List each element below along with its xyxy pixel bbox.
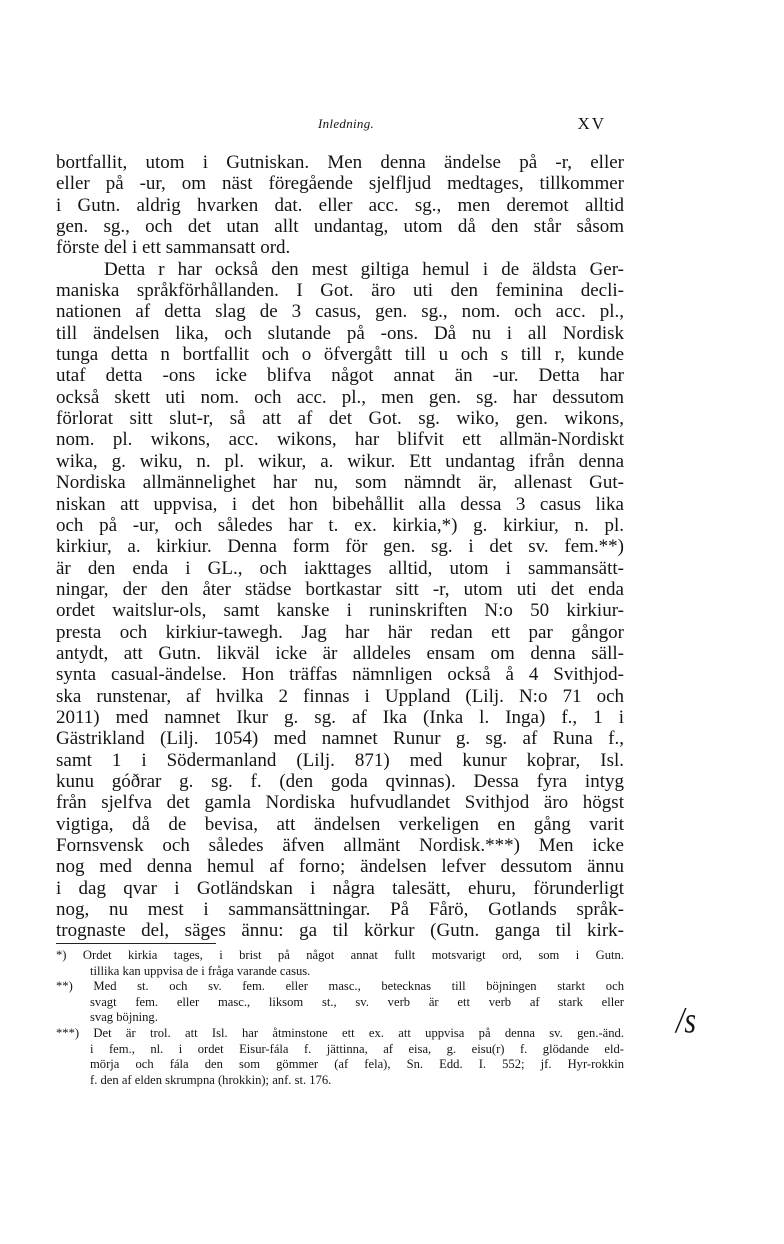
text-line: nationen af detta slag de 3 casus, gen. sg., nom. och acc. pl., [56, 301, 624, 323]
text-line: synta casual-ändelse. Hon träffas nämnligen också å 4 Svithjod- [56, 664, 624, 686]
text-line: wika, g. wiku, n. pl. wikur, a. wikur. Ett undantag ifrån denna [56, 450, 624, 472]
text-line: till ändelsen lika, och slutande på -ons. Då nu i all Nordisk [56, 322, 624, 344]
text-line: Gästrikland (Lilj. 1054) med namnet Runur g. sg. af Runa f., [56, 728, 624, 750]
text-line: är den enda i GL., och iakttages alltid, utom i sammansätt- [56, 557, 624, 579]
text-line: ska runstenar, af hvilka 2 finnas i Uppland (Lilj. N:o 71 och [56, 685, 624, 707]
text-line: eller på -ur, om näst föregående sjelfljud medtages, tillkommer [56, 173, 624, 195]
footnote-line: ***) Det är trol. att Isl. har åtminstone ett ex. att uppvisa på denna sv. gen.-änd. [56, 1025, 624, 1040]
text-line: 2011) med namnet Ikur g. sg. af Ika (Inka l. Inga) f., 1 i [56, 706, 624, 728]
text-line: kunu góðrar g. sg. f. (den goda qvinnas). Dessa fyra intyg [56, 770, 624, 792]
footnotes [56, 948, 624, 1088]
running-header [56, 116, 624, 136]
text-line: kirkiur, a. kirkiur. Denna form för gen. sg. i det sv. fem.**) [56, 536, 624, 558]
text-line: ningar, der den åter städse bortkastar sitt -r, utom uti det enda [56, 578, 624, 600]
text-line: Detta r har också den mest giltiga hemul i de äldsta Ger- [104, 258, 624, 280]
footnote-divider [56, 943, 216, 944]
text-line: nog med denna hemul af forno; ändelsen lefver dessutom ännu [56, 856, 624, 878]
footnote-line: mörja och fála den som gömmer (af fela), Sn. Edd. I. 552; jf. Hyr-rokkin [90, 1057, 624, 1072]
text-line: i dag qvar i Gotländskan i några talesätt, ehuru, förunderligt [56, 877, 624, 899]
text-line: förlorat sitt slut-r, så att af det Got. sg. wiko, gen. wikons, [56, 408, 624, 430]
text-line: och på -ur, och således har t. ex. kirkia,*) g. kirkiur, n. pl. [56, 514, 624, 536]
text-line: samt 1 i Södermanland (Lilj. 871) med kunur koþrar, Isl. [56, 749, 624, 771]
text-line: vigtiga, då de bevisa, att ändelsen verkeligen en gång varit [56, 813, 624, 835]
footnote-line: tillika kan uppvisa de i fråga varande casus. [90, 963, 311, 978]
footnote-line: f. den af elden skrumpna (hrokkin); anf. st. 176. [90, 1072, 332, 1087]
text-line: förste del i ett sammansatt ord. [56, 237, 291, 259]
text-line: också skett uti nom. och acc. pl., men gen. sg. har dessutom [56, 386, 624, 408]
text-line: trognaste del, säges ännu: ga til körkur (Gutn. ganga til kirk- [56, 920, 624, 942]
handwritten-margin-note: /s [676, 999, 697, 1041]
text-line: tunga detta n bortfallit och o öfvergått till u och s till r, kunde [56, 344, 624, 366]
text-line: i Gutn. aldrig hvarken dat. eller acc. sg., men deremot alltid [56, 194, 624, 216]
footnote-line: i fem., nl. i ordet Eisur-fála f. jättinna, af eisa, g. eisu(r) f. glödande eld- [90, 1041, 624, 1056]
page-number: XV [577, 114, 606, 133]
text-line: presta och kirkiur-tawegh. Jag har här redan ett par gångor [56, 621, 624, 643]
footnote-line: **) Med st. och sv. fem. eller masc., betecknas till böjningen starkt och [56, 979, 624, 994]
text-line: ordet waitslur-ols, samt kanske i runinskriften N:o 50 kirkiur- [56, 600, 624, 622]
body-text [56, 152, 624, 942]
text-line: maniska språkförhållanden. I Got. äro uti den feminina decli- [56, 280, 624, 302]
text-line: gen. sg., och det utan allt undantag, utom då den står såsom [56, 216, 624, 238]
footnote-line: svag böjning. [90, 1010, 158, 1025]
text-line: antydt, att Gutn. likväl icke är alldeles ensam om denna säll- [56, 642, 624, 664]
text-line: Fornsvensk och således äfven allmänt Nordisk.***) Men icke [56, 835, 624, 856]
footnote-line: *) Ordet kirkia tages, i brist på något annat fullt motsvarigt ord, som i Gutn. [56, 948, 624, 962]
text-line: bortfallit, utom i Gutniskan. Men denna ändelse på -r, eller [56, 152, 624, 173]
text-line: nom. pl. wikons, acc. wikons, har blifvit ett allmän-Nordiskt [56, 429, 624, 451]
footnote-line: svagt fem. eller masc., liksom st., sv. verb är ett verb af stark eller [90, 994, 624, 1009]
text-line: Nordiska allmännelighet har nu, som nämndt är, allenast Gut- [56, 472, 624, 494]
text-line: niskan att uppvisa, i det hon bibehållit alla dessa 3 casus lika [56, 493, 624, 515]
text-line: utaf detta -ons icke blifva något annat än -ur. Detta har [56, 365, 624, 387]
text-line: nog, nu mest i sammansättningar. På Fårö, Gotlands språk- [56, 899, 624, 921]
running-title: Inledning. [318, 116, 375, 131]
text-line: från sjelfva det gamla Nordiska hufvudlandet Svithjod äro högst [56, 792, 624, 814]
